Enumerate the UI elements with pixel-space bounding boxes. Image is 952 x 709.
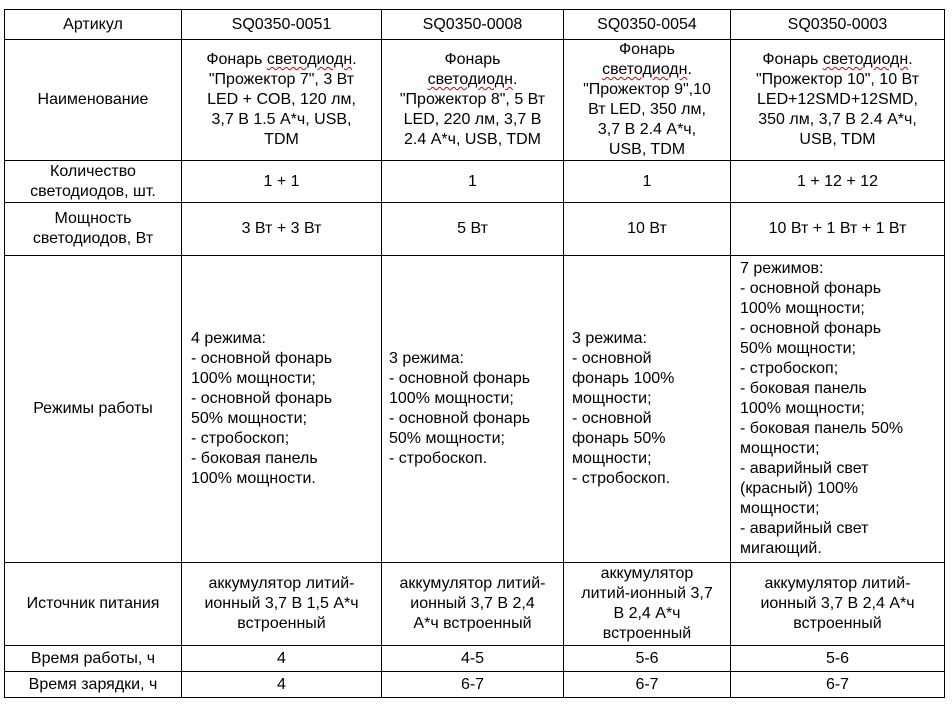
value-cell: 10 Вт [564, 203, 731, 256]
name-word: Фонарь [618, 41, 676, 58]
name-word: Фонарь [206, 51, 263, 68]
value-cell: 4 [182, 646, 382, 672]
value-cell: 1 + 12 + 12 [731, 161, 945, 203]
article-cell: SQ0350-0051 [182, 10, 382, 40]
value-cell: 6-7 [564, 672, 731, 698]
name-row [5, 40, 945, 161]
row-label: Режимы работы [5, 256, 182, 563]
value-cell: 5 Вт [382, 203, 564, 256]
count-row [5, 161, 945, 203]
value-cell: аккумулятор литий- ионный 3,7 В 1,5 А*ч встроенный [182, 563, 382, 646]
modes-cell: 4 режима: - основной фонарь 100% мощности; - основной фонарь 50% мощности; - стробоскоп; - боковая панель 100% мощности. [182, 256, 382, 563]
value-cell: 1 + 1 [182, 161, 382, 203]
article-cell: SQ0350-0003 [731, 10, 945, 40]
value-cell: аккумулятор литий- ионный 3,7 В 2,4 А*ч встроенный [731, 563, 945, 646]
charge-time-row [5, 672, 945, 698]
spellcheck-word: светодиодн [427, 71, 513, 88]
modes-row [5, 256, 945, 563]
article-cell: SQ0350-0054 [564, 10, 731, 40]
spec-table [4, 9, 945, 698]
name-rest: . "Прожектор 10", 10 Вт LED+12SMD+12SMD, 350 лм, 3,7 В 2.4 А*ч, USB, TDM [755, 51, 920, 148]
name-cell [564, 40, 731, 161]
name-cell [182, 40, 382, 161]
value-cell: 1 [564, 161, 731, 203]
row-label: Источник питания [5, 563, 182, 646]
value-cell: 3 Вт + 3 Вт [182, 203, 382, 256]
header-row [5, 10, 945, 40]
name-word: Фонарь [762, 51, 819, 68]
value-cell: аккумулятор литий-ионный 3,7 В 2,4 А*ч встроенный [564, 563, 731, 646]
value-cell: 5-6 [731, 646, 945, 672]
row-label: Время зарядки, ч [5, 672, 182, 698]
row-label: Время работы, ч [5, 646, 182, 672]
name-rest: . "Прожектор 9",10 Вт LED, 350 лм, 3,7 В 2.4 А*ч, USB, TDM [583, 61, 711, 158]
spellcheck-word: светодиодн [266, 51, 353, 68]
spellcheck-word: светодиодн [822, 51, 909, 68]
name-cell [382, 40, 564, 161]
article-cell: SQ0350-0008 [382, 10, 564, 40]
row-label: Количество светодиодов, шт. [5, 161, 182, 203]
value-cell: 4 [182, 672, 382, 698]
modes-cell: 3 режима: - основной фонарь 100% мощности; - основной фонарь 50% мощности; - стробоскоп. [564, 256, 731, 563]
spellcheck-word: светодиодн [602, 61, 688, 78]
row-label: Наименование [5, 40, 182, 161]
power-source-row [5, 563, 945, 646]
modes-cell: 3 режима: - основной фонарь 100% мощности; - основной фонарь 50% мощности; - стробоскоп. [382, 256, 564, 563]
value-cell: 1 [382, 161, 564, 203]
run-time-row [5, 646, 945, 672]
modes-cell: 7 режимов: - основной фонарь 100% мощности; - основной фонарь 50% мощности; - стробоскоп; - боковая панель 100% мощности; - боковая панель 50% мощности; - аварийный свет (красный) 100% мощности; - аварийный свет мигающий. [731, 256, 945, 563]
value-cell: 6-7 [382, 672, 564, 698]
name-word: Фонарь [444, 51, 501, 68]
value-cell: 6-7 [731, 672, 945, 698]
value-cell: 10 Вт + 1 Вт + 1 Вт [731, 203, 945, 256]
value-cell: аккумулятор литий- ионный 3,7 В 2,4 А*ч встроенный [382, 563, 564, 646]
value-cell: 5-6 [564, 646, 731, 672]
name-cell [731, 40, 945, 161]
row-label: Мощность светодиодов, Вт [5, 203, 182, 256]
value-cell: 4-5 [382, 646, 564, 672]
power-row [5, 203, 945, 256]
name-rest: . "Прожектор 8", 5 Вт LED, 220 лм, 3,7 В 2.4 А*ч, USB, TDM [399, 71, 546, 148]
name-rest: . "Прожектор 7", 3 Вт LED + COB, 120 лм, 3,7 В 1.5 А*ч, USB, TDM [207, 51, 357, 148]
header-label-cell: Артикул [5, 10, 182, 40]
